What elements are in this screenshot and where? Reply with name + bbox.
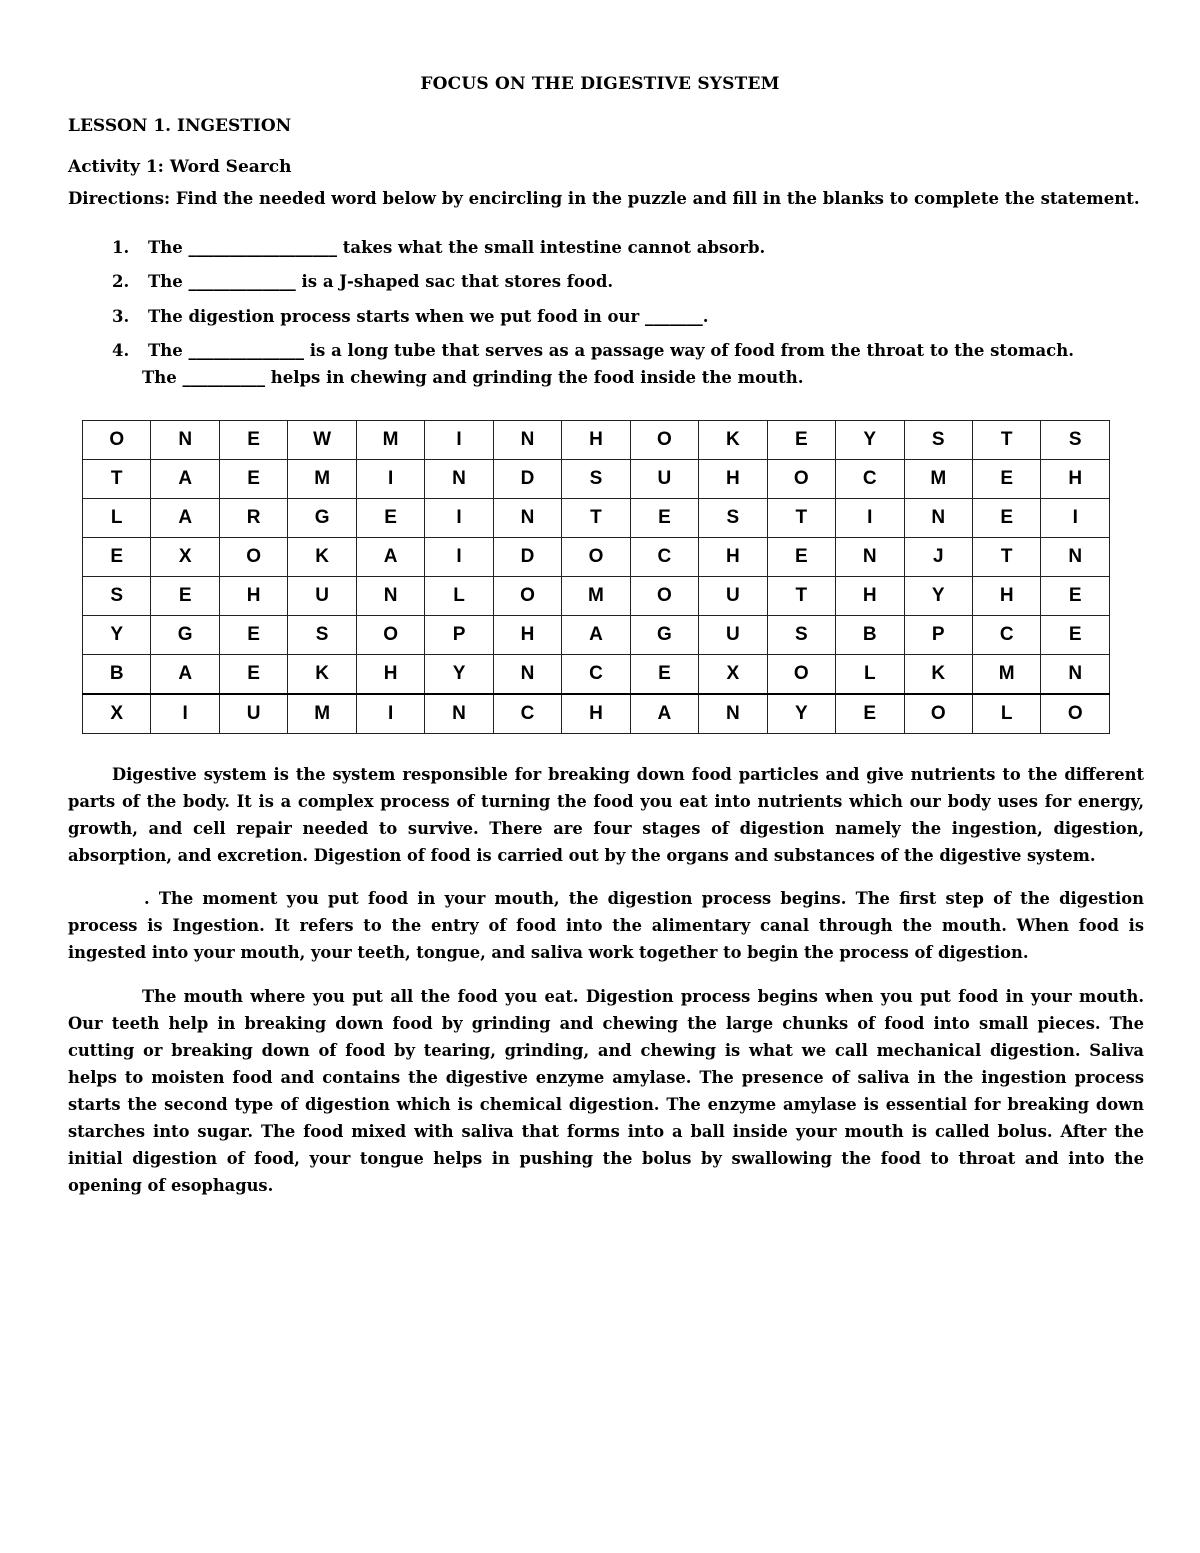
directions-text: Directions: Find the needed word below by encircling in the puzzle and fill in the blanks to complete the statement. (68, 189, 1140, 208)
puzzle-letter-cell[interactable]: H (493, 616, 561, 655)
puzzle-letter-cell[interactable]: E (83, 538, 151, 577)
paragraph-3: The mouth where you put all the food you eat. Digestion process begins when you put food in your mouth. Our teeth help in breaking down food by grinding and chewing the large chunks of food into small pieces. The cutting or breaking down of food by tearing, grinding, and chewing is what we call mechanical digestion. Saliva helps to moisten food and contains the digestive enzyme amylase. The presence of saliva in the ingestion process starts the second type of digestion which is chemical digestion. The enzyme amylase is essential for breaking down starches into sugar. The food mixed with saliva that forms into a ball inside your mouth is called bolus. After the initial digestion of food, your tongue helps in pushing the bolus by swallowing the food to throat and into the opening of esophagus. (68, 987, 1144, 1195)
question-text: The digestion process starts when we put food in our _______. (148, 307, 709, 326)
puzzle-letter-cell[interactable]: S (767, 616, 835, 655)
puzzle-letter-cell[interactable]: P (904, 616, 972, 655)
puzzle-letter-cell[interactable]: L (972, 694, 1040, 734)
puzzle-letter-cell[interactable]: N (425, 694, 493, 734)
puzzle-letter-cell[interactable]: E (630, 655, 698, 695)
puzzle-row (83, 538, 1110, 577)
puzzle-letter-cell[interactable]: C (493, 694, 561, 734)
question-number: 3. (112, 307, 130, 326)
puzzle-letter-cell[interactable]: O (630, 577, 698, 616)
puzzle-letter-cell[interactable]: A (151, 460, 219, 499)
puzzle-letter-cell[interactable]: B (83, 655, 151, 695)
puzzle-letter-cell[interactable]: A (356, 538, 424, 577)
activity-heading: Activity 1: Word Search (68, 157, 292, 177)
puzzle-letter-cell[interactable]: I (356, 694, 424, 734)
puzzle-letter-cell[interactable]: S (699, 499, 767, 538)
puzzle-letter-cell[interactable]: U (699, 577, 767, 616)
puzzle-letter-cell[interactable]: C (972, 616, 1040, 655)
puzzle-letter-cell[interactable]: O (219, 538, 287, 577)
puzzle-letter-cell[interactable]: I (425, 499, 493, 538)
puzzle-letter-cell[interactable]: X (151, 538, 219, 577)
question-number: 1. (112, 238, 130, 257)
puzzle-letter-cell[interactable]: Y (836, 421, 904, 460)
puzzle-letter-cell[interactable]: S (83, 577, 151, 616)
puzzle-letter-cell[interactable]: X (83, 694, 151, 734)
puzzle-letter-cell[interactable]: O (493, 577, 561, 616)
lesson-heading: LESSON 1. INGESTION (68, 116, 292, 136)
puzzle-letter-cell[interactable]: N (1041, 655, 1110, 695)
puzzle-letter-cell[interactable]: M (288, 694, 356, 734)
puzzle-letter-cell[interactable]: A (151, 655, 219, 695)
puzzle-letter-cell[interactable]: N (151, 421, 219, 460)
puzzle-row (83, 616, 1110, 655)
puzzle-row (83, 694, 1110, 734)
puzzle-letter-cell[interactable]: S (904, 421, 972, 460)
puzzle-letter-cell[interactable]: E (219, 616, 287, 655)
puzzle-letter-cell[interactable]: H (699, 460, 767, 499)
puzzle-letter-cell[interactable]: H (699, 538, 767, 577)
word-search-puzzle (82, 420, 1110, 734)
puzzle-letter-cell[interactable]: B (836, 616, 904, 655)
puzzle-row (83, 460, 1110, 499)
puzzle-letter-cell[interactable]: E (972, 499, 1040, 538)
puzzle-letter-cell[interactable]: E (836, 694, 904, 734)
puzzle-letter-cell[interactable]: E (1041, 616, 1110, 655)
puzzle-letter-cell[interactable]: T (972, 538, 1040, 577)
puzzle-letter-cell[interactable]: H (356, 655, 424, 695)
question-number: 2. (112, 272, 130, 291)
puzzle-letter-cell[interactable]: K (904, 655, 972, 695)
puzzle-letter-cell[interactable]: D (493, 538, 561, 577)
puzzle-letter-cell[interactable]: L (425, 577, 493, 616)
puzzle-letter-cell[interactable]: Y (767, 694, 835, 734)
puzzle-letter-cell[interactable]: J (904, 538, 972, 577)
puzzle-letter-cell[interactable]: R (219, 499, 287, 538)
puzzle-letter-cell[interactable]: P (425, 616, 493, 655)
puzzle-letter-cell[interactable]: K (288, 655, 356, 695)
puzzle-letter-cell[interactable]: G (151, 616, 219, 655)
puzzle-letter-cell[interactable]: H (562, 694, 630, 734)
puzzle-letter-cell[interactable]: T (562, 499, 630, 538)
puzzle-row (83, 655, 1110, 695)
puzzle-letter-cell[interactable]: S (288, 616, 356, 655)
paragraph-1: Digestive system is the system responsible for breaking down food particles and give nutrients to the different parts of the body. It is a complex process of turning the food you eat into nutrients which our body uses for energy, growth, and cell repair needed to survive. There are four stages of digestion namely the ingestion, digestion, absorption, and excretion. Digestion of food is carried out by the organs and substances of the digestive system. (68, 765, 1144, 865)
puzzle-letter-cell[interactable]: N (699, 694, 767, 734)
puzzle-letter-cell[interactable]: H (972, 577, 1040, 616)
puzzle-letter-cell[interactable]: E (219, 421, 287, 460)
puzzle-letter-cell[interactable]: E (356, 499, 424, 538)
page-title: FOCUS ON THE DIGESTIVE SYSTEM (420, 74, 780, 94)
puzzle-letter-cell[interactable]: U (699, 616, 767, 655)
question-text: The ______________ is a long tube that serves as a passage way of food from the throat to the stomach. (148, 341, 1074, 360)
puzzle-letter-cell[interactable]: D (493, 460, 561, 499)
puzzle-row (83, 499, 1110, 538)
question-2 (112, 272, 613, 291)
puzzle-letter-cell[interactable]: L (836, 655, 904, 695)
puzzle-letter-cell[interactable]: I (836, 499, 904, 538)
puzzle-letter-cell[interactable]: A (151, 499, 219, 538)
puzzle-letter-cell[interactable]: M (562, 577, 630, 616)
puzzle-letter-cell[interactable]: M (972, 655, 1040, 695)
puzzle-letter-cell[interactable]: H (562, 421, 630, 460)
puzzle-letter-cell[interactable]: H (219, 577, 287, 616)
puzzle-letter-cell[interactable]: O (356, 616, 424, 655)
paragraph-2: . The moment you put food in your mouth, the digestion process begins. The first step of the digestion process is Ingestion. It refers to the entry of food into the alimentary canal through the mouth. When food is ingested into your mouth, your teeth, tongue, and saliva work together to begin the process of digestion. (68, 889, 1144, 962)
puzzle-letter-cell[interactable]: I (425, 421, 493, 460)
puzzle-letter-cell[interactable]: N (1041, 538, 1110, 577)
puzzle-letter-cell[interactable]: Y (425, 655, 493, 695)
puzzle-letter-cell[interactable]: T (767, 577, 835, 616)
question-4 (112, 341, 1074, 360)
puzzle-letter-cell[interactable]: K (699, 421, 767, 460)
puzzle-row (83, 421, 1110, 460)
puzzle-letter-cell[interactable]: E (1041, 577, 1110, 616)
puzzle-letter-cell[interactable]: S (562, 460, 630, 499)
question-text: The __________________ takes what the small intestine cannot absorb. (148, 238, 766, 257)
puzzle-letter-cell[interactable]: O (83, 421, 151, 460)
puzzle-letter-cell[interactable]: Y (904, 577, 972, 616)
puzzle-letter-cell[interactable]: O (1041, 694, 1110, 734)
puzzle-letter-cell[interactable]: U (219, 694, 287, 734)
puzzle-letter-cell[interactable]: E (630, 499, 698, 538)
puzzle-letter-cell[interactable]: Y (83, 616, 151, 655)
puzzle-letter-cell[interactable]: C (836, 460, 904, 499)
puzzle-letter-cell[interactable]: E (767, 421, 835, 460)
puzzle-letter-cell[interactable]: O (630, 421, 698, 460)
puzzle-letter-cell[interactable]: N (493, 499, 561, 538)
puzzle-letter-cell[interactable]: L (83, 499, 151, 538)
question-1 (112, 238, 765, 257)
puzzle-letter-cell[interactable]: T (767, 499, 835, 538)
puzzle-letter-cell[interactable]: A (562, 616, 630, 655)
puzzle-letter-cell[interactable]: X (699, 655, 767, 695)
puzzle-letter-cell[interactable]: C (630, 538, 698, 577)
puzzle-letter-cell[interactable]: N (904, 499, 972, 538)
puzzle-letter-cell[interactable]: H (1041, 460, 1110, 499)
puzzle-row (83, 577, 1110, 616)
puzzle-letter-cell[interactable]: M (904, 460, 972, 499)
puzzle-letter-cell[interactable]: T (972, 421, 1040, 460)
puzzle-letter-cell[interactable]: U (288, 577, 356, 616)
puzzle-letter-cell[interactable]: A (630, 694, 698, 734)
puzzle-letter-cell[interactable]: E (151, 577, 219, 616)
puzzle-letter-cell[interactable]: E (972, 460, 1040, 499)
puzzle-letter-cell[interactable]: E (219, 655, 287, 695)
puzzle-letter-cell[interactable]: H (836, 577, 904, 616)
question-number: 4. (112, 341, 130, 360)
puzzle-letter-cell[interactable]: N (493, 655, 561, 695)
puzzle-letter-cell[interactable]: I (1041, 499, 1110, 538)
puzzle-letter-cell[interactable]: G (630, 616, 698, 655)
puzzle-letter-cell[interactable]: U (630, 460, 698, 499)
puzzle-letter-cell[interactable]: N (493, 421, 561, 460)
puzzle-letter-cell[interactable]: O (767, 655, 835, 695)
question-text: The _____________ is a J-shaped sac that stores food. (148, 272, 614, 291)
puzzle-letter-cell[interactable]: M (356, 421, 424, 460)
puzzle-letter-cell[interactable]: G (288, 499, 356, 538)
puzzle-letter-cell[interactable]: O (767, 460, 835, 499)
puzzle-letter-cell[interactable]: I (425, 538, 493, 577)
puzzle-letter-cell[interactable]: M (288, 460, 356, 499)
puzzle-letter-cell[interactable]: N (836, 538, 904, 577)
puzzle-letter-cell[interactable]: E (767, 538, 835, 577)
puzzle-letter-cell[interactable]: E (219, 460, 287, 499)
question-3 (112, 307, 708, 326)
puzzle-letter-cell[interactable]: W (288, 421, 356, 460)
puzzle-letter-cell[interactable]: S (1041, 421, 1110, 460)
puzzle-letter-cell[interactable]: C (562, 655, 630, 695)
puzzle-letter-cell[interactable]: N (356, 577, 424, 616)
puzzle-letter-cell[interactable]: K (288, 538, 356, 577)
puzzle-letter-cell[interactable]: T (83, 460, 151, 499)
puzzle-letter-cell[interactable]: I (356, 460, 424, 499)
puzzle-letter-cell[interactable]: I (151, 694, 219, 734)
puzzle-letter-cell[interactable]: O (562, 538, 630, 577)
puzzle-letter-cell[interactable]: O (904, 694, 972, 734)
puzzle-letter-cell[interactable]: N (425, 460, 493, 499)
question-extra: The __________ helps in chewing and grinding the food inside the mouth. (142, 368, 804, 387)
